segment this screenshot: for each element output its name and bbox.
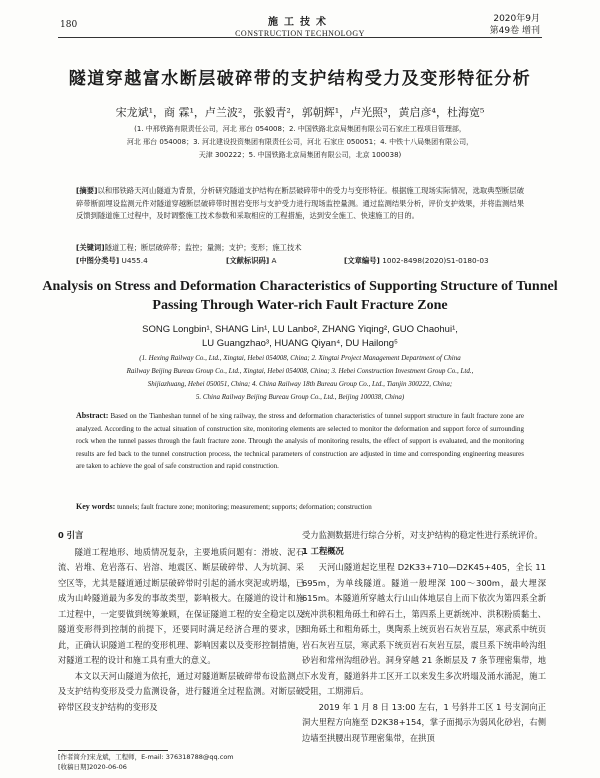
article-title-en: Analysis on Stress and Deformation Characteristics of Supporting Structure of Tunnel Passing Through Water-rich Fault Fracture Zone <box>42 279 558 313</box>
keywords-cn <box>76 243 524 253</box>
section-heading-overview: 1 工程概况 <box>302 545 344 556</box>
author-list-cn: 宋龙斌¹，商 霖¹，卢兰波²，张毅青²，郭朝辉¹，卢光照³，黄启彦⁴，杜海宽⁵ <box>115 106 485 119</box>
affiliation-line: 天津 300222；5. 中国铁路北京局集团有限公司，北京 100038) <box>198 151 402 159</box>
affiliations-cn <box>66 123 534 162</box>
affiliation-line: 河北 邢台 054008；3. 河北建设投资集团有限责任公司，河北 石家庄 050051；4. 中铁十八局集团有限公司， <box>126 138 474 146</box>
header-rule <box>58 37 542 38</box>
abstract-text-cn: 以和邢铁路天河山隧道为背景，分析研究隧道支护结构在断层破碎带中的受力与变形特征。根据施工现场实际情况，选取典型断层破碎带断面埋设监测元件对隧道穿越断层破碎带时围岩变形与支护受力进行现场监控量测。通过监测结果分析，评价支护效果，并将监测结果反馈到隧道施工过程中，及时调整施工技术参数和采取相应的工程措施，达到安全施工、快速施工的目的。 <box>76 186 524 220</box>
abstract-text-en: Based on the Tianheshan tunnel of he xing railway, the stress and deformation characteristics of tunnel support structure in fault fracture zone are analyzed. According to the actual situation of construction site, monitoring elements are selected to monitor the deformation and support force of surrounding rock when the tunnel passes through the fault fracture zone. Through the analysis of monitoring results, the effect of support is evaluated, and the monitoring results are fed back to the tunnel construction process, the technical parameters of construction are adjusted in time and corresponding engineering measures are taken to achieve the goal of safe construction and rapid construction. <box>76 412 525 470</box>
body-column-left <box>58 528 304 715</box>
journal-name-cn: 施工技术 <box>268 17 332 28</box>
section-heading-intro: 0 引言 <box>58 530 84 540</box>
keywords-label-en: Key words: <box>76 502 116 511</box>
affiliation-line: Shijiazhuang, Hebei 050051, China; 4. China Railway 18th Bureau Group Co., Ltd., Tianjin 300222, China; <box>147 380 453 388</box>
issue-date: 2020年9月 <box>493 14 540 24</box>
journal-name-en: CONSTRUCTION TECHNOLOGY <box>235 29 365 38</box>
body-column-right <box>302 528 546 746</box>
abstract-en <box>76 410 524 473</box>
author-line: LU Guangzhao³, HUANG Qiyan⁴, DU Hailong⁵ <box>202 338 398 349</box>
article-title-cn: 隧道穿越富水断层破碎带的支护结构受力及变形特征分析 <box>68 69 532 89</box>
author-line: SONG Longbin¹, SHANG Lin¹, LU Lanbo², ZHANG Yiqing², GUO Chaohui¹, <box>142 324 458 335</box>
author-bio: [作者简介]宋龙斌，工程师，E-mail: 376318788@qq.com <box>58 753 234 761</box>
footnote <box>58 752 234 772</box>
keywords-label-cn: [关键词] <box>76 243 105 252</box>
keywords-text-en: tunnels; fault fracture zone; monitoring; measurement; supports; deformation; construction <box>117 503 372 511</box>
author-list-en <box>40 323 560 351</box>
article-number: [文章编号] 1002-8498(2020)S1-0180-03 <box>344 256 489 265</box>
body-paragraph: 天河山隧道起讫里程 D2K33+710—D2K45+405，全长 11 695m，为单线隧道。隧道一般埋深 100～300m，最大埋深 615m。本隧道所穿越太行山山体地层自上而下依次为第四系全新统冲洪积粗角砾土和碎石土，第四系上更新统冲、洪积粉质黏土、细角砾土和粗角砾土，奥陶系上统页岩石灰岩互层，寒武系中统页岩石灰岩互层，寒武系下统页岩石灰岩互层，震旦系下统串岭沟组砂岩和常州沟组砂岩。洞身穿越 21 条断层及 7 条节理密集带，地下水发育，隧道斜井工区开工以来发生多次坍塌及涌水涌泥，施工受阻，工期滞后。 <box>302 562 546 696</box>
received-date: [收稿日期]2020-06-06 <box>58 763 127 771</box>
keywords-text-cn: 隧道工程；断层破碎带；监控；量测；支护；变形；施工技术 <box>104 243 302 252</box>
abstract-label-en: Abstract: <box>76 411 109 420</box>
body-paragraph: 本文以天河山隧道为依托，通过对隧道断层破碎带布设监测点及支护结构变形及受力监测设备，进行隧道全过程监测。对断层破碎带区段支护结构的变形及 <box>58 670 304 712</box>
document-code: [文献标识码] A <box>226 256 277 265</box>
affiliation-line: 5. China Railway Beijing Bureau Group Co., Ltd., Beijing 100038, China) <box>195 393 405 401</box>
affiliation-line: (1. Hexing Railway Co., Ltd., Xingtai, Hebei 054008, China; 2. Xingtai Project Management Department of China <box>139 354 461 362</box>
affiliation-line: Railway Beijing Bureau Group Co., Ltd., Xingtai, Hebei 054008, China; 3. Hebei Construction Investment Group Co., Ltd., <box>126 367 474 375</box>
body-paragraph: 隧道工程地形、地质情况复杂，主要地质问题有：滑坡、泥石流、岩堆、危岩落石、岩溶、地震区、断层破碎带、人为坑洞、采空区等，尤其是隧道通过断层破碎带时引起的涌水突泥或坍塌，已成为山岭隧道最为多发的事故类型，影响极大。在隧道的设计和施工过程中，一定要做到统筹兼顾，在保证隧道工程的安全稳定以及隧道变形得到控制的前提下，还要同时满足经济合理的要求，因此，正确认识隧道工程的变形机理、影响因素以及变形控制措施，对隧道工程的设计和施工具有重大的意义。 <box>58 546 304 665</box>
keywords-en <box>76 502 524 511</box>
affiliations-en <box>70 352 530 404</box>
abstract-label-cn: [摘要] <box>76 186 98 195</box>
footnote-rule <box>58 750 168 751</box>
affiliation-line: (1. 中邢铁路有限责任公司，河北 邢台 054008；2. 中国铁路北京局集团有限公司石家庄工程项目管理部， <box>134 125 466 133</box>
page-number: 180 <box>60 20 78 30</box>
volume-issue: 第49卷 增刊 <box>489 26 540 36</box>
abstract-cn <box>76 185 524 223</box>
issue-info <box>490 13 540 37</box>
body-paragraph: 受力监测数据进行综合分析，对支护结构的稳定性进行系统评价。 <box>302 530 543 540</box>
body-paragraph: 2019 年 1 月 8 日 13:00 左右，1 号斜井工区 1 号支洞向正洞大里程方向施至 D2K38+154，掌子面揭示为弱风化砂岩，右侧边墙至拱腰出现节理密集带，在拱顶 <box>302 701 546 743</box>
running-header <box>190 13 410 38</box>
clc-number: [中图分类号] U455.4 <box>76 256 148 265</box>
